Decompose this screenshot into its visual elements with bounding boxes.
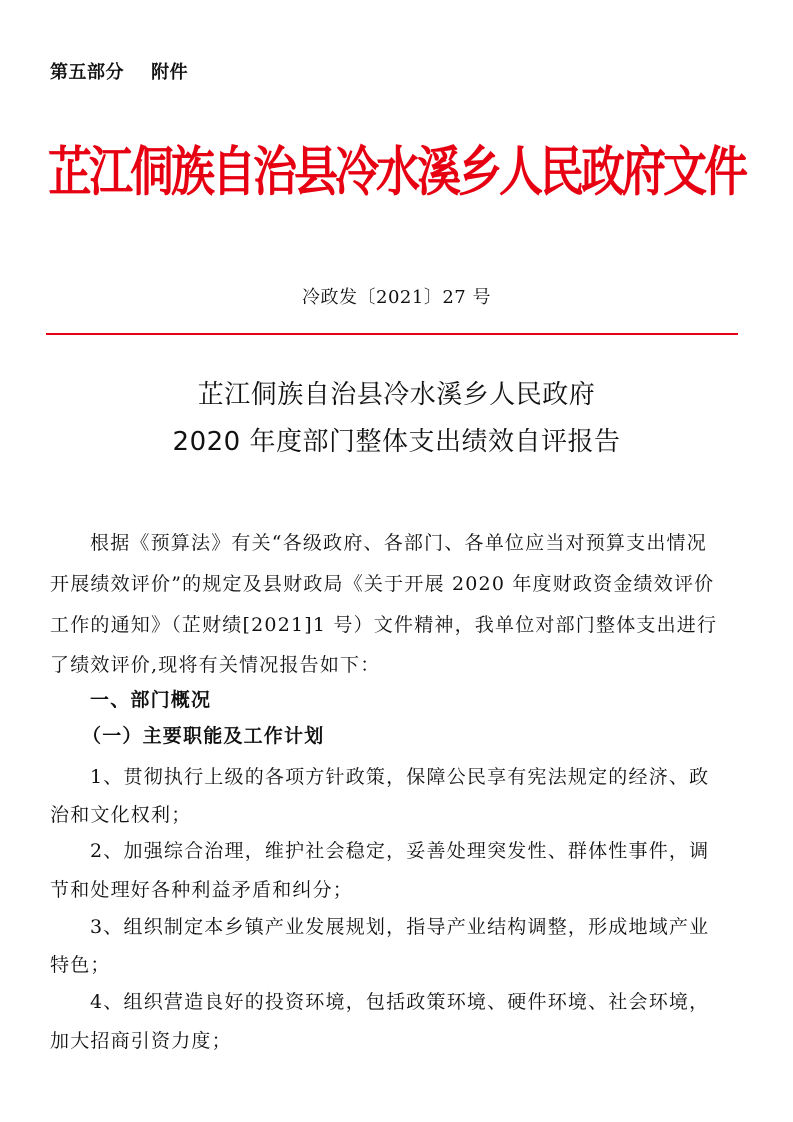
list-item-line: 3、组织制定本乡镇产业发展规划，指导产业结构调整，形成地域产业	[90, 916, 710, 938]
report-title-line-2: 2020 年度部门整体支出绩效自评报告	[172, 427, 621, 457]
list-item-line: 1、贯彻执行上级的各项方针政策，保障公民享有宪法规定的经济、政	[90, 766, 710, 788]
list-item-line: 加大招商引资力度；	[50, 1030, 232, 1052]
intro-line: 了绩效评价,现将有关情况报告如下：	[50, 654, 381, 676]
list-item-line: 治和文化权利；	[50, 804, 192, 826]
intro-line: 根据《预算法》有关“各级政府、各部门、各单位应当对预算支出情况	[90, 532, 707, 554]
section-label: 第五部分 附件	[50, 62, 189, 83]
subsection-heading-functions: （一）主要职能及工作计划	[82, 725, 325, 747]
red-divider	[46, 333, 738, 335]
document-number: 冷政发〔2021〕27 号	[302, 287, 491, 308]
list-item-line: 特色；	[50, 954, 111, 976]
intro-line: 工作的通知》（芷财绩[2021]1 号）文件精神，我单位对部门整体支出进行	[50, 614, 718, 636]
report-title-line-1: 芷江侗族自治县冷水溪乡人民政府	[197, 380, 596, 410]
list-item-line: 2、加强综合治理，维护社会稳定，妥善处理突发性、群体性事件，调	[90, 840, 710, 862]
intro-line: 开展绩效评价”的规定及县财政局《关于开展 2020 年度财政资金绩效评价	[50, 573, 715, 595]
masthead-title: 芷江侗族自治县冷水溪乡人民政府文件	[48, 141, 745, 204]
list-item-line: 4、组织营造良好的投资环境，包括政策环境、硬件环境、社会环境，	[90, 991, 710, 1013]
section-heading-overview: 一、部门概况	[90, 689, 212, 711]
list-item-line: 节和处理好各种利益矛盾和纠分；	[50, 879, 354, 901]
